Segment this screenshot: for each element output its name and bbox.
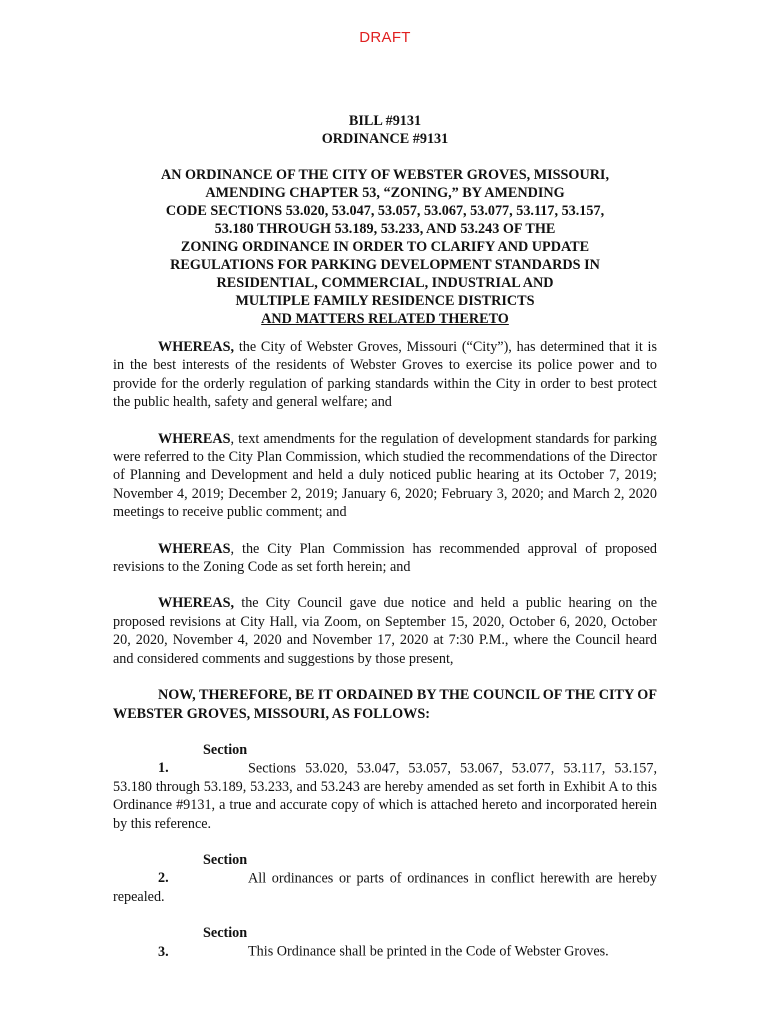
ordinance-number: ORDINANCE #9131 [321, 131, 449, 147]
ordinance-document [113, 112, 657, 961]
section-text: All ordinances or parts of ordinances in conflict herewith are hereby repealed. [113, 870, 657, 905]
whereas-lead: WHEREAS [158, 540, 231, 557]
section-2 [113, 851, 657, 906]
whereas-lead: WHEREAS [158, 430, 231, 447]
document-heading [113, 112, 657, 328]
title-last-line: AND MATTERS RELATED THERETO [261, 311, 509, 327]
title-line: AMENDING CHAPTER 53, “ZONING,” BY AMENDING [205, 185, 565, 201]
title-line: REGULATIONS FOR PARKING DEVELOPMENT STANDARDS IN [170, 257, 600, 273]
title-line: CODE SECTIONS 53.020, 53.047, 53.057, 53.067, 53.077, 53.117, 53.157, [165, 203, 605, 219]
section-text: This Ordinance shall be printed in the Code of Webster Groves. [248, 943, 609, 960]
ordaining-clause: NOW, THEREFORE, BE IT ORDAINED BY THE COUNCIL OF THE CITY OF WEBSTER GROVES, MISSOURI, AS FOLLOWS: [113, 687, 657, 722]
whereas-text: the City Council gave due notice and held a public hearing on the proposed revisions at City Hall, via Zoom, on September 15, 2020, October 6, 2020, October 20, 2020, November 4, 2020 and November 17, 2020 at 7:30 P.M., where the Council heard and considered comments and suggestions by those present, [113, 595, 657, 667]
whereas-clause [113, 338, 657, 412]
whereas-text: the City of Webster Groves, Missouri (“City”), has determined that it is in the best interests of the residents of Webster Groves to exercise its police power and to provide for the orderly regulation of parking standards within the City in order to best protect the public health, safety and general welfare; and [113, 339, 657, 411]
draft-watermark: DRAFT [359, 29, 411, 46]
section-3 [113, 924, 657, 961]
whereas-clause [113, 594, 657, 668]
whereas-lead: WHEREAS, [158, 339, 235, 355]
section-label: Section 2. [158, 851, 248, 887]
whereas-lead: WHEREAS, [158, 595, 235, 612]
title-line: 53.180 THROUGH 53.189, 53.233, AND 53.243 OF THE [214, 221, 556, 237]
section-text: Sections 53.020, 53.047, 53.057, 53.067, 53.077, 53.117, 53.157, 53.180 through 53.189, 53.233, and 53.243 are hereby amended as set forth in Exhibit A to this Ordinance #9131, a true and accurate copy of which is attached hereto and incorporated herein by this reference. [113, 760, 657, 832]
title-line: RESIDENTIAL, COMMERCIAL, INDUSTRIAL AND [216, 275, 554, 291]
bill-number: BILL #9131 [348, 113, 422, 129]
whereas-clause [113, 540, 657, 577]
ordinance-title [113, 166, 657, 328]
section-label: Section 3. [158, 925, 248, 960]
whereas-text: , text amendments for the regulation of development standards for parking were referred to the City Plan Commission, which studied the recommendations of the Director of Planning and Development and held a duly noticed public hearing at its October 7, 2019; November 4, 2019; December 2, 2019; January 6, 2020; February 3, 2020; and March 2, 2020 meetings to receive public comment; and [113, 430, 657, 521]
section-1 [113, 741, 657, 833]
title-line: MULTIPLE FAMILY RESIDENCE DISTRICTS [235, 293, 535, 309]
title-line: ZONING ORDINANCE IN ORDER TO CLARIFY AND UPDATE [180, 239, 590, 255]
whereas-clause [113, 430, 657, 522]
section-label: Section 1. [158, 741, 248, 777]
whereas-text: , the City Plan Commission has recommended approval of proposed revisions to the Zoning Code as set forth herein; and [113, 540, 657, 576]
title-line: AN ORDINANCE OF THE CITY OF WEBSTER GROVES, MISSOURI, [160, 167, 610, 183]
